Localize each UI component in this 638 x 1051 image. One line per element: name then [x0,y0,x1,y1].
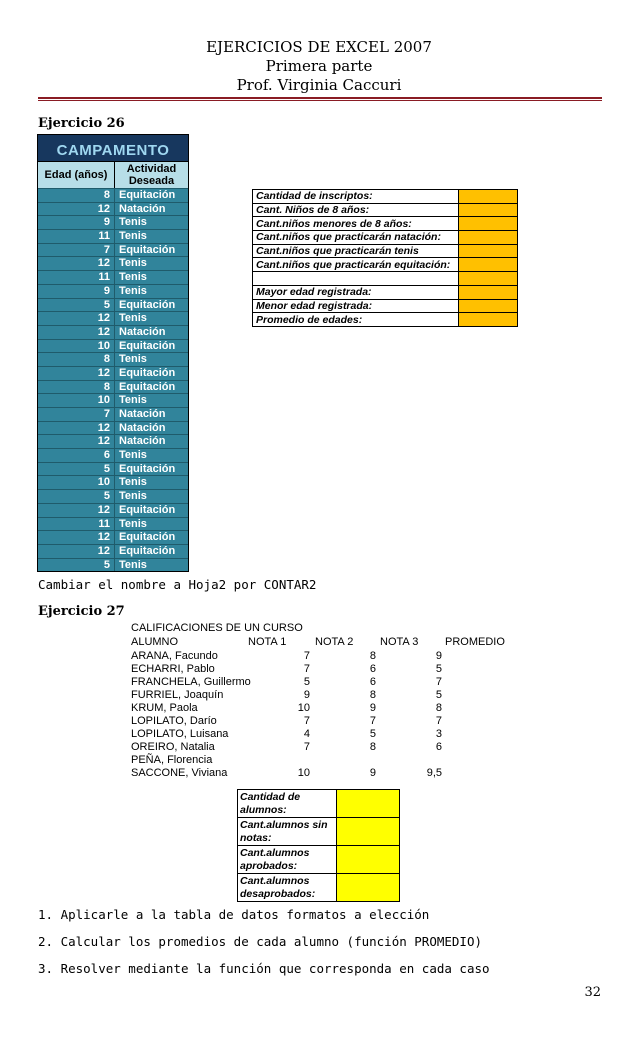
student-name: FRANCHELA, Guillermo [131,676,251,688]
stats-value-cell[interactable] [459,285,518,299]
age-cell: 12 [38,367,115,380]
stats-row [253,190,518,204]
stats-label: Menor edad registrada: [253,299,459,313]
summary-label: Cant.alumnos aprobados: [238,846,337,874]
table-row [38,298,188,312]
table-row [38,188,188,202]
header-rule [38,97,602,99]
stats-label: Cant.niños que practicarán equitación: [253,258,459,272]
table-row [38,311,188,325]
age-cell: 5 [38,490,115,503]
age-cell: 10 [38,340,115,353]
age-cell: 11 [38,518,115,531]
activity-cell: Tenis [119,271,147,284]
header-nota-3: NOTA 3 [380,636,419,648]
instruction-1: 1. Aplicarle a la tabla de datos formatos a elección [38,907,430,922]
stats-label [253,272,459,286]
col-activity-header: Actividad Deseada [126,163,177,187]
activity-cell: Tenis [119,394,147,407]
age-cell: 7 [38,244,115,257]
table-row [38,215,188,229]
header-nota-2: NOTA 2 [315,636,354,648]
campamento-title: CAMPAMENTO [38,135,188,161]
activity-cell: Natación [119,202,166,215]
age-cell: 12 [38,422,115,435]
page-number: 32 [584,985,601,1000]
campamento-body [38,188,188,571]
header-title: EJERCICIOS DE EXCEL 2007 [206,38,432,56]
grade-nota-3: 3 [435,728,442,740]
activity-cell: Natación [119,435,166,448]
age-cell: 5 [38,559,115,572]
table-row [38,407,188,421]
stats-label: Cant. Niños de 8 años: [253,203,459,217]
stats-value-cell[interactable] [459,313,518,327]
campamento-table [37,134,189,572]
table-row [38,462,188,476]
grade-nota-2: 9 [369,767,376,779]
grade-nota-1: 5 [303,676,310,688]
grade-nota-2: 8 [369,741,376,753]
activity-cell: Natación [119,421,166,434]
age-cell: 5 [38,463,115,476]
summary-row [238,874,400,902]
activity-cell: Natación [119,408,166,420]
student-name: SACCONE, Viviana [131,767,228,779]
summary-value-cell[interactable] [337,818,400,846]
grade-nota-1: 10 [297,702,310,714]
summary-label: Cantidad de alumnos: [238,790,337,818]
stats-value-cell[interactable] [459,203,518,217]
grade-nota-2: 9 [369,702,376,714]
grade-nota-3: 9 [435,650,442,662]
table-row [38,517,188,531]
table-row [38,393,188,407]
table-row [38,475,188,489]
stats-row [253,231,518,245]
grade-nota-2: 6 [369,663,376,675]
grade-nota-3: 7 [435,715,442,727]
table-row [38,352,188,366]
stats-row [253,313,518,327]
activity-cell: Tenis [119,476,147,489]
age-cell: 12 [38,257,115,270]
grade-nota-2: 8 [369,650,376,662]
activity-cell: Equitación [119,462,176,475]
grade-nota-1: 7 [303,715,310,727]
summary-table [237,789,400,902]
grade-nota-2: 5 [369,728,376,740]
activity-cell: Equitación [119,189,176,201]
student-name: PEÑA, Florencia [131,754,213,766]
grade-nota-2: 6 [369,676,376,688]
grade-nota-3: 7 [435,676,442,688]
instruction-3: 3. Resolver mediante la función que corresponda en cada caso [38,961,490,976]
grade-nota-1: 10 [297,767,310,779]
stats-row [253,203,518,217]
grade-nota-1: 4 [303,728,310,740]
header-alumno: ALUMNO [131,636,179,648]
table-row [38,256,188,270]
stats-label: Promedio de edades: [253,313,459,327]
stats-value-cell[interactable] [459,258,518,272]
stats-label: Cant.niños que practicarán tenis [253,244,459,258]
grade-nota-1: 7 [303,663,310,675]
grade-nota-1: 7 [303,741,310,753]
stats-value-cell[interactable] [459,299,518,313]
student-name: FURRIEL, Joaquín [131,689,224,701]
summary-label: Cant.alumnos desaprobados: [238,874,337,902]
stats-value-cell[interactable] [459,272,518,286]
stats-row [253,285,518,299]
stats-label: Mayor edad registrada: [253,285,459,299]
grade-nota-3: 5 [435,689,442,701]
table-row [38,270,188,284]
activity-cell: Equitación [119,366,176,379]
table-row [38,558,188,572]
summary-value-cell[interactable] [337,846,400,874]
age-cell: 12 [38,545,115,558]
stats-value-cell[interactable] [459,217,518,231]
summary-row [238,818,400,846]
age-cell: 12 [38,326,115,339]
table-row [38,448,188,462]
grade-nota-1: 9 [303,689,310,701]
rename-sheet-note: Cambiar el nombre a Hoja2 por CONTAR2 [38,577,317,592]
stats-row [253,299,518,313]
age-cell: 8 [38,353,115,366]
table-row [38,284,188,298]
activity-cell: Tenis [119,353,147,366]
stats-label: Cantidad de inscriptos: [253,190,459,204]
table-row [38,380,188,394]
stats-value-cell[interactable] [459,190,518,204]
activity-cell: Equitación [119,298,176,311]
table-row [38,421,188,435]
activity-cell: Equitación [119,339,176,352]
table-row [38,530,188,544]
activity-cell: Tenis [119,284,147,297]
grade-nota-3: 9,5 [426,767,442,779]
age-cell: 12 [38,435,115,448]
summary-row [238,790,400,818]
grade-nota-2: 7 [369,715,376,727]
age-cell: 8 [38,189,115,202]
student-name: ARANA, Facundo [131,650,218,662]
grades-caption: CALIFICACIONES DE UN CURSO [131,622,303,634]
age-cell: 9 [38,216,115,229]
activity-cell: Equitación [119,503,176,516]
activity-cell: Equitación [119,531,176,544]
header-author: Prof. Virginia Caccuri [236,76,402,94]
table-row [38,229,188,243]
activity-cell: Tenis [119,517,147,530]
col-age-header: Edad (años) [38,162,115,188]
header-subtitle: Primera parte [265,57,373,75]
header-rule-thin [38,100,602,101]
grade-nota-3: 6 [435,741,442,753]
activity-cell: Tenis [119,490,147,503]
summary-label: Cant.alumnos sin notas: [238,818,337,846]
age-cell: 7 [38,408,115,421]
age-cell: 12 [38,504,115,517]
stats-value-cell[interactable] [459,231,518,245]
grade-nota-2: 8 [369,689,376,701]
table-row [38,339,188,353]
header-promedio: PROMEDIO [445,636,505,648]
student-name: LOPILATO, Darío [131,715,217,727]
age-cell: 5 [38,299,115,312]
stats-row [253,217,518,231]
table-row [38,243,188,257]
grade-nota-1: 7 [303,650,310,662]
table-row [38,366,188,380]
table-row [38,503,188,517]
age-cell: 11 [38,230,115,243]
age-cell: 6 [38,449,115,462]
age-cell: 10 [38,476,115,489]
activity-cell: Equitación [119,544,176,557]
activity-cell: Tenis [119,312,147,325]
instruction-2: 2. Calcular los promedios de cada alumno (función PROMEDIO) [38,934,483,949]
age-cell: 12 [38,203,115,216]
age-cell: 12 [38,531,115,544]
stats-row [253,258,518,272]
age-cell: 8 [38,381,115,394]
age-cell: 11 [38,271,115,284]
stats-row [253,244,518,258]
stats-label: Cant.niños que practicarán natación: [253,231,459,245]
activity-cell: Tenis [119,558,147,571]
header-nota-1: NOTA 1 [248,636,287,648]
summary-value-cell[interactable] [337,874,400,902]
grade-nota-3: 5 [435,663,442,675]
table-row [38,325,188,339]
student-name: OREIRO, Natalia [131,741,215,753]
summary-value-cell[interactable] [337,790,400,818]
activity-cell: Equitación [119,380,176,393]
stats-row [253,272,518,286]
activity-cell: Natación [119,325,166,338]
table-row [38,202,188,216]
campamento-header-row [38,161,188,188]
student-name: LOPILATO, Luisana [131,728,229,740]
grade-nota-3: 8 [435,702,442,714]
activity-cell: Tenis [119,257,147,270]
summary-row [238,846,400,874]
activity-cell: Equitación [119,243,176,256]
document-header [0,38,638,95]
stats-label: Cant.niños menores de 8 años: [253,217,459,231]
age-cell: 12 [38,312,115,325]
activity-cell: Tenis [119,449,147,462]
age-cell: 9 [38,285,115,298]
table-row [38,544,188,558]
exercise-26-title: Ejercicio 26 [38,116,125,131]
student-name: ECHARRI, Pablo [131,663,215,675]
activity-cell: Tenis [119,230,147,243]
table-row [38,489,188,503]
student-name: KRUM, Paola [131,702,198,714]
age-cell: 10 [38,394,115,407]
stats-value-cell[interactable] [459,244,518,258]
activity-cell: Tenis [119,216,147,229]
table-row [38,434,188,448]
stats-table [252,189,518,327]
exercise-27-title: Ejercicio 27 [38,604,125,619]
